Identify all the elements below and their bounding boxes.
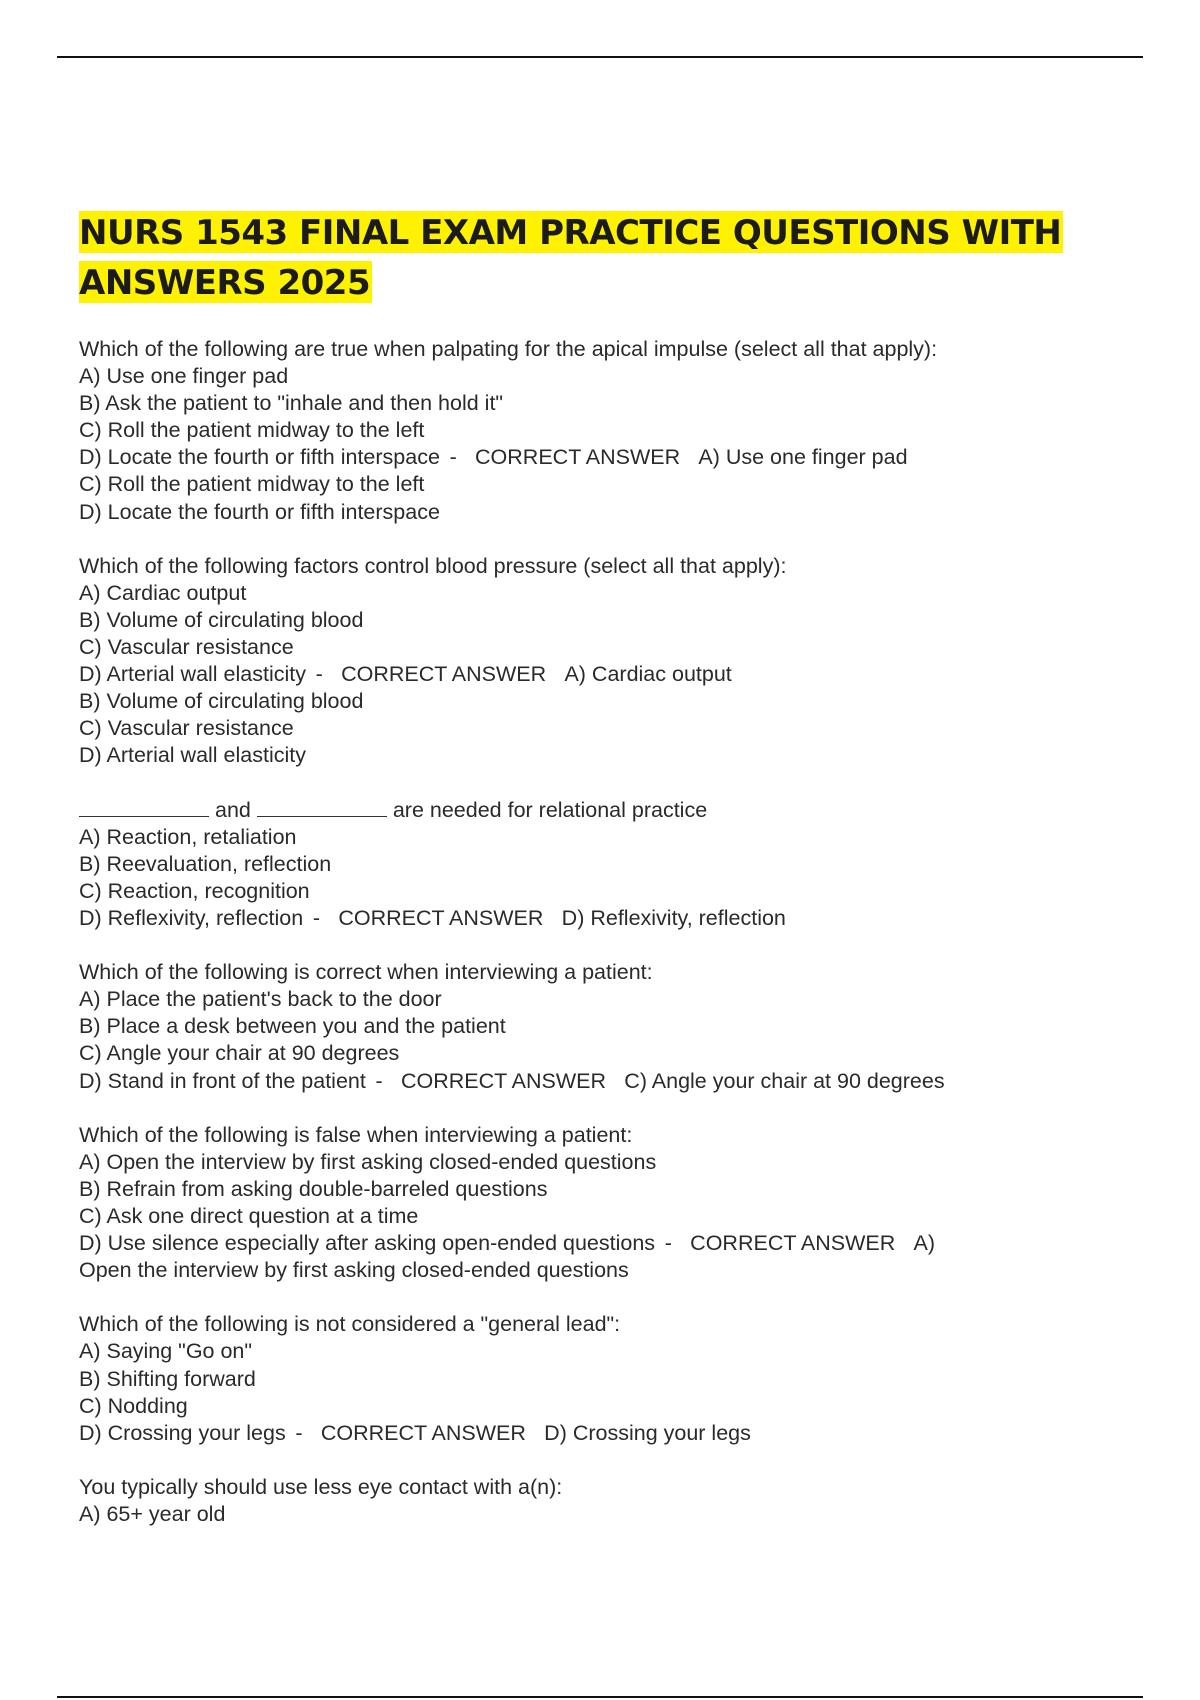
correct-answer: A) Use one finger pad (698, 445, 908, 470)
answer-separator: - (664, 1231, 672, 1256)
page-title (79, 208, 1079, 308)
correct-answer-label: CORRECT ANSWER (320, 1420, 526, 1445)
answer-separator: - (315, 662, 323, 687)
questions-list (79, 336, 1139, 1555)
stem-connector: and (214, 797, 251, 822)
answer-separator: - (375, 1068, 383, 1093)
option-a: A) Saying "Go on" (79, 1339, 253, 1364)
answer-continuation: D) Arterial wall elasticity (79, 743, 306, 768)
option-d-with-answer (79, 905, 1139, 932)
question-stem: Which of the following are true when palpating for the apical impulse (select all that apply): (79, 337, 938, 361)
question-3 (79, 797, 1139, 932)
option-d-with-answer (79, 1230, 1139, 1257)
option-a: A) Reaction, retaliation (79, 824, 297, 849)
question-stem: Which of the following is false when interviewing a patient: (79, 1122, 633, 1147)
option-d: D) Use silence especially after asking open-ended questions (79, 1231, 656, 1256)
option-a: A) Use one finger pad (79, 364, 289, 389)
option-b: B) Ask the patient to "inhale and then hold it" (79, 391, 504, 416)
answer-continuation: C) Vascular resistance (79, 716, 294, 741)
question-stem: Which of the following is correct when interviewing a patient: (79, 960, 653, 985)
question-6 (79, 1311, 1139, 1446)
option-d-with-answer (79, 444, 1139, 471)
option-b: B) Place a desk between you and the patient (79, 1014, 506, 1039)
question-stem: Which of the following is not considered a "general lead": (79, 1312, 621, 1337)
correct-answer: D) Reflexivity, reflection (561, 905, 786, 930)
correct-answer-label: CORRECT ANSWER (338, 905, 544, 930)
question-1 (79, 336, 1139, 526)
option-a: A) Open the interview by first asking closed-ended questions (79, 1149, 657, 1174)
answer-continuation: D) Locate the fourth or fifth interspace (79, 499, 440, 524)
option-a: A) 65+ year old (79, 1502, 226, 1527)
correct-answer: A) (913, 1231, 936, 1256)
option-c: C) Angle your chair at 90 degrees (79, 1041, 400, 1066)
option-c: C) Roll the patient midway to the left (79, 418, 425, 443)
question-stem (79, 797, 1139, 824)
question-stem: Which of the following factors control blood pressure (select all that apply): (79, 553, 787, 578)
option-d: D) Crossing your legs (79, 1420, 286, 1445)
option-c: C) Vascular resistance (79, 635, 294, 660)
answer-continuation: Open the interview by first asking closed-ended questions (79, 1258, 629, 1283)
question-5 (79, 1122, 1139, 1285)
option-d-with-answer (79, 1068, 1139, 1095)
option-d: D) Arterial wall elasticity (79, 662, 306, 687)
option-b: B) Shifting forward (79, 1366, 256, 1391)
option-d-with-answer (79, 1420, 1139, 1447)
option-d: D) Locate the fourth or fifth interspace (79, 445, 440, 470)
fill-in-blank (257, 798, 387, 817)
title-highlight: NURS 1543 FINAL EXAM PRACTICE QUESTIONS WITH ANSWERS 2025 (79, 213, 1062, 303)
option-c: C) Ask one direct question at a time (79, 1204, 419, 1228)
option-a: A) Place the patient's back to the door (79, 987, 442, 1012)
correct-answer: A) Cardiac output (564, 662, 732, 687)
question-4 (79, 959, 1139, 1094)
answer-continuation: B) Volume of circulating blood (79, 689, 364, 714)
correct-answer-label: CORRECT ANSWER (400, 1068, 607, 1093)
correct-answer: D) Crossing your legs (544, 1420, 751, 1445)
question-stem: You typically should use less eye contact with a(n): (79, 1474, 563, 1499)
correct-answer-label: CORRECT ANSWER (475, 445, 681, 470)
top-rule (57, 56, 1143, 58)
answer-separator: - (312, 905, 321, 930)
option-b: B) Refrain from asking double-barreled questions (79, 1176, 548, 1201)
option-d: D) Reflexivity, reflection (79, 905, 304, 930)
question-7 (79, 1474, 1139, 1528)
fill-in-blank (79, 798, 209, 817)
answer-continuation: C) Roll the patient midway to the left (79, 472, 425, 497)
option-a: A) Cardiac output (79, 580, 247, 605)
correct-answer-label: CORRECT ANSWER (690, 1231, 896, 1256)
option-b: B) Reevaluation, reflection (79, 851, 332, 876)
correct-answer: C) Angle your chair at 90 degrees (624, 1068, 945, 1093)
question-2 (79, 553, 1139, 770)
option-d-with-answer (79, 661, 1139, 688)
option-c: C) Reaction, recognition (79, 878, 310, 903)
option-c: C) Nodding (79, 1393, 188, 1418)
correct-answer-label: CORRECT ANSWER (341, 662, 547, 687)
answer-separator: - (295, 1420, 303, 1445)
option-d: D) Stand in front of the patient (79, 1068, 366, 1093)
stem-end: are needed for relational practice (392, 797, 708, 822)
answer-separator: - (449, 445, 457, 470)
option-b: B) Volume of circulating blood (79, 607, 364, 632)
bottom-rule (57, 1696, 1143, 1698)
